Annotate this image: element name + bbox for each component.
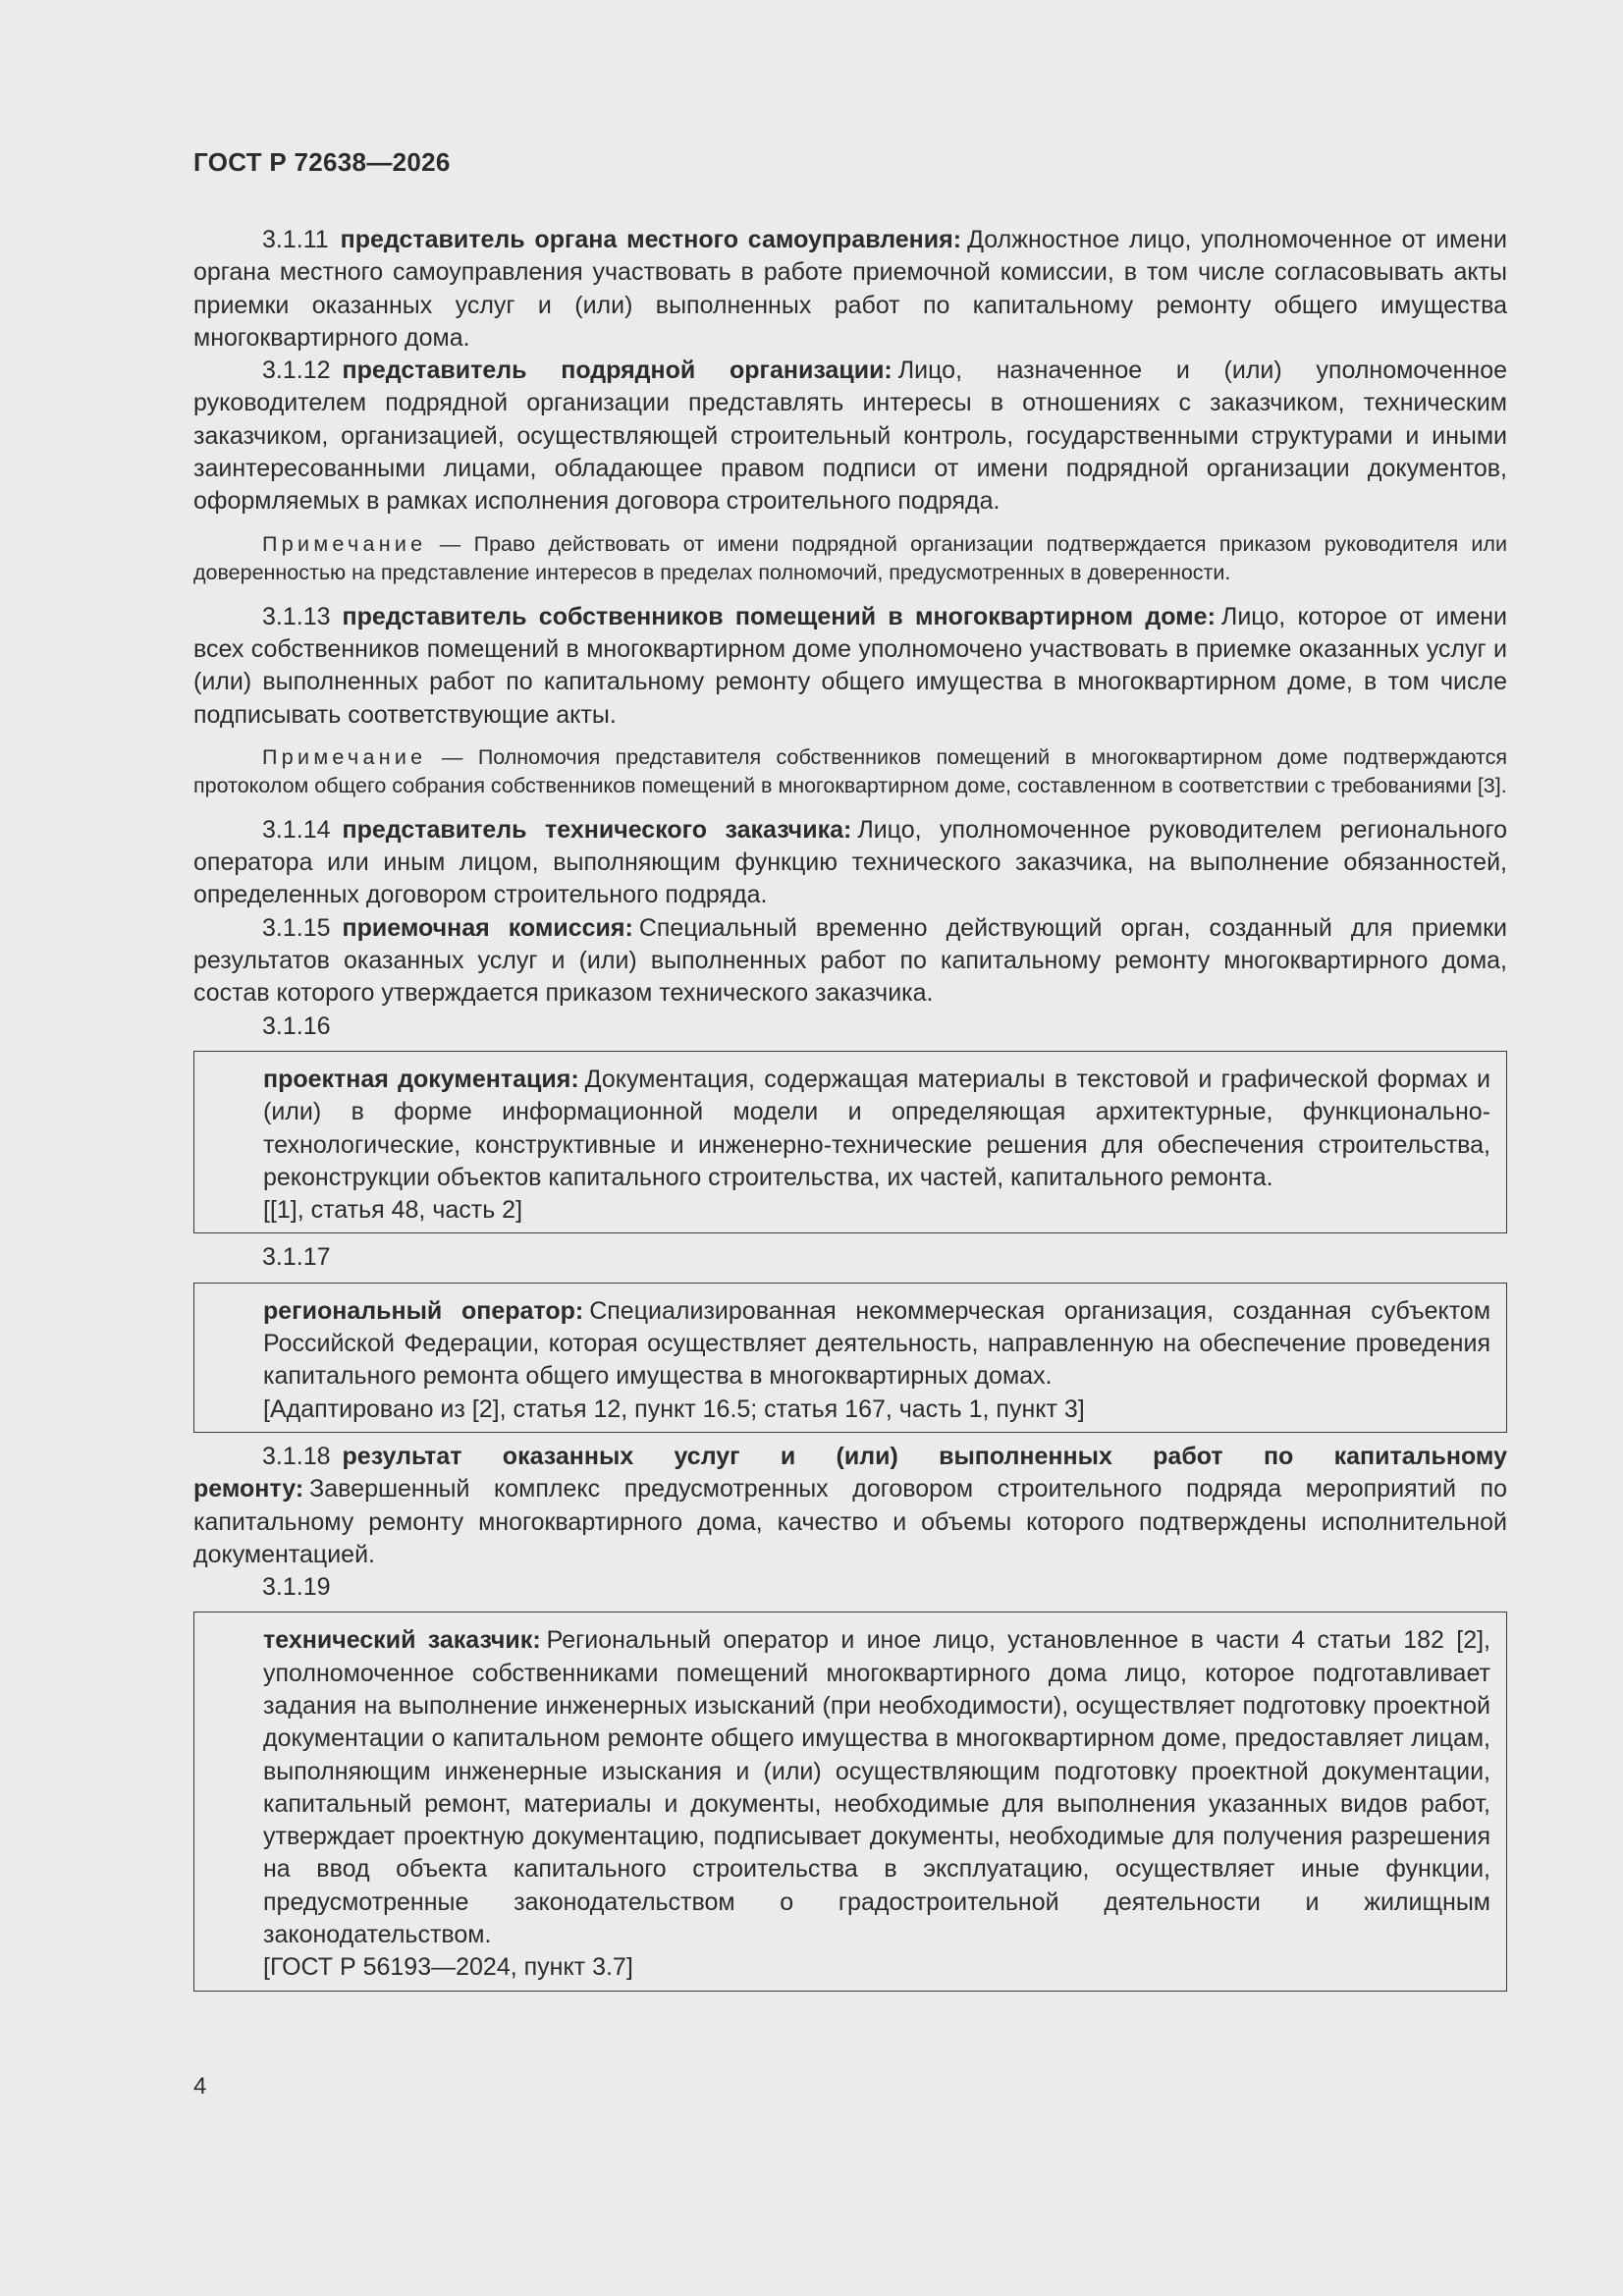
clause-number: 3.1.18 xyxy=(262,1442,331,1470)
definition-text: Лицо, которое от имени всех собственников помещений в многоквартирном доме уполномочено участвовать в приемке оказанных услуг и (или) выполненных работ по капитальному ремонту общего имущества в многоквартирном доме, в том числе подписывать соответствующие акты. xyxy=(193,602,1507,729)
note-3-1-12 xyxy=(193,530,1507,587)
term: представитель органа местного самоуправления: xyxy=(340,226,962,253)
clause-number-3-1-19: 3.1.19 xyxy=(262,1573,331,1602)
term: региональный оператор: xyxy=(263,1296,584,1325)
clause-number-3-1-17: 3.1.17 xyxy=(262,1243,331,1272)
definition-3-1-17 xyxy=(194,1295,1490,1394)
definition-3-1-16 xyxy=(194,1064,1490,1194)
definition-text: Региональный оператор и иное лицо, установленное в части 4 статьи 182 [2], уполномоченное собственниками помещений многоквартирного дома лицо, которое подготавливает задания на выполнение инженерных изысканий (при необходимости), осуществляет подготовку проектной документации о капитальном ремонте общего имущества в многоквартирном доме, предоставляет лицам, выполняющим инженерные изыскания и (или) осуществляющим подготовку проектной документации, капитальный ремонт, материалы и документы, необходимые для выполнения указанных видов работ, утверждает проектную документацию, подписывает документы, необходимые для получения разрешения на ввод объекта капитального строительства в эксплуатацию, осуществляет иные функции, предусмотренные законодательством о градостроительной деятельности и жилищным законодательством. xyxy=(263,1626,1490,1949)
source-reference: [ГОСТ Р 56193—2024, пункт 3.7] xyxy=(263,1953,633,1982)
term: проектная документация: xyxy=(263,1065,579,1093)
clause-number-3-1-16: 3.1.16 xyxy=(262,1011,331,1040)
term: представитель технического заказчика: xyxy=(342,815,852,844)
definition-text: Должностное лицо, уполномоченное от имени органа местного самоуправления участвовать в работе приемочной комиссии, в том числе согласовывать акты приемки оказанных услуг и (или) выполненных работ по капитальному ремонту общего имущества многоквартирного дома. xyxy=(193,226,1507,352)
definition-text: Лицо, назначенное и (или) уполномоченное руководителем подрядной организации представлять интересы в отношениях с заказчиком, техническим заказчиком, организацией, осуществляющей строительный контроль, государственными структурами и иными заинтересованными лицами, обладающее правом подписи от имени подрядной организации документов, оформляемых в рамках исполнения договора строительного подряда. xyxy=(193,356,1508,516)
definition-text: Специальный временно действующий орган, созданный для приемки результатов оказанных услуг и (или) выполненных работ по капитальному ремонту многоквартирного дома, состав которого утверждается приказом технического заказчика. xyxy=(193,913,1507,1008)
definition-3-1-19 xyxy=(194,1624,1490,1951)
page-number: 4 xyxy=(193,2073,207,2100)
term: результат оказанных услуг и (или) выполненных работ по капитальному ремонту: xyxy=(193,1442,1507,1503)
note-label: Примечание xyxy=(262,744,427,769)
clause-number: 3.1.13 xyxy=(262,602,331,630)
term: представитель подрядной организации: xyxy=(342,356,893,385)
term: технический заказчик: xyxy=(263,1626,541,1655)
document-body xyxy=(193,224,1507,1999)
quoted-definition-box xyxy=(193,1283,1507,1433)
clause-number: 3.1.12 xyxy=(262,356,331,385)
note-text: — Полномочия представителя собственников помещений в многоквартирном доме подтверждаются протоколом общего собрания собственников помещений в многоквартирном доме, составленном в соответствии с требованиями [3]. xyxy=(193,744,1508,797)
definition-3-1-18 xyxy=(193,1441,1507,1571)
quoted-definition-box xyxy=(193,1051,1507,1233)
definition-text: Специализированная некоммерческая организация, созданная субъектом Российской Федерации, которая осуществляет деятельность, направленную на обеспечение проведения капитального ремонта общего имущества в многоквартирных домах. xyxy=(263,1296,1491,1391)
source-reference: [[1], статья 48, часть 2] xyxy=(263,1196,523,1225)
note-label: Примечание xyxy=(262,531,427,556)
source-reference: [Адаптировано из [2], статья 12, пункт 16.5; статья 167, часть 1, пункт 3] xyxy=(263,1394,1085,1423)
clause-number: 3.1.15 xyxy=(262,913,331,942)
definition-3-1-12 xyxy=(193,355,1507,518)
term: представитель собственников помещений в многоквартирном доме: xyxy=(342,602,1216,630)
clause-number: 3.1.11 xyxy=(262,226,329,253)
note-text: — Право действовать от имени подрядной организации подтверждается приказом руководителя или доверенностью на представление интересов в пределах полномочий, предусмотренных в доверенности. xyxy=(193,531,1507,584)
document-header: ГОСТ Р 72638—2026 xyxy=(193,147,451,177)
clause-number: 3.1.14 xyxy=(262,815,331,844)
definition-3-1-13 xyxy=(193,601,1507,732)
note-3-1-13 xyxy=(193,743,1507,800)
definition-3-1-11 xyxy=(193,224,1507,355)
quoted-definition-box xyxy=(193,1612,1507,1991)
definition-3-1-14 xyxy=(193,814,1507,912)
definition-3-1-15 xyxy=(193,912,1507,1011)
definition-text: Завершенный комплекс предусмотренных договором строительного подряда мероприятий по капитальному ремонту многоквартирного дома, качество и объемы которого подтверждены исполнительной документацией. xyxy=(193,1475,1507,1568)
definition-text: Документация, содержащая материалы в текстовой и графической формах и (или) в форме информационной модели и определяющая архитектурные, функционально-технологические, конструктивные и инженерно-технические решения для обеспечения строительства, реконструкции объектов капитального строительства, их частей, капитального ремонта. xyxy=(263,1065,1490,1191)
definition-text: Лицо, уполномоченное руководителем регионального оператора или иным лицом, выполняющим функцию технического заказчика, на выполнение обязанностей, определенных договором строительного подряда. xyxy=(193,815,1507,909)
term: приемочная комиссия: xyxy=(342,913,633,942)
